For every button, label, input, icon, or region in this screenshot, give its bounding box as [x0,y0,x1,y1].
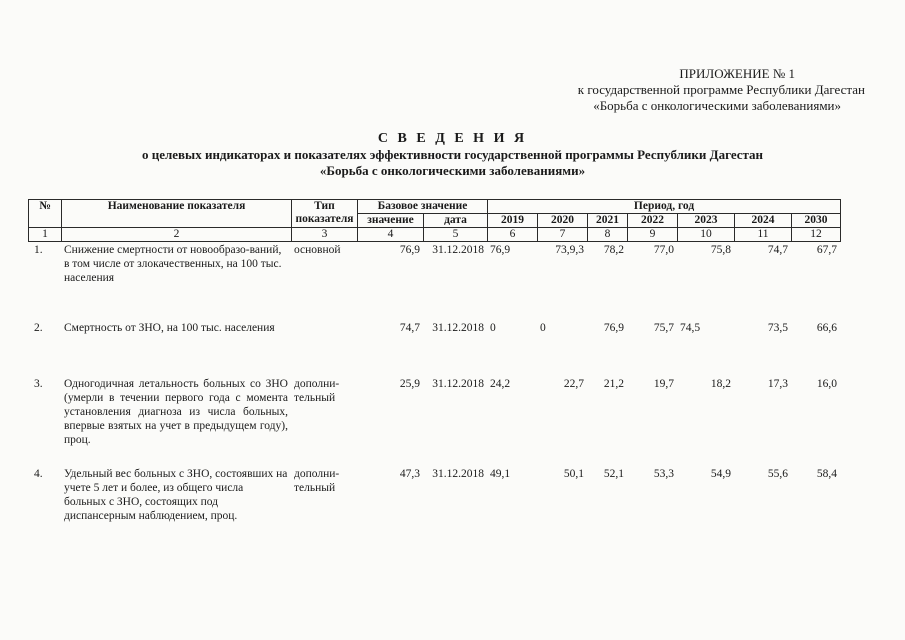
row-number: 4. [34,468,43,480]
col-number: 12 [792,228,841,242]
year-value: 75,7 [653,322,674,334]
header-value: значение [358,214,424,228]
year-value: 55,6 [767,468,788,480]
header-year: 2020 [538,214,588,228]
year-value: 16,0 [816,378,837,390]
year-value: 67,7 [816,244,837,256]
document-program-name: «Борьба с онкологическими заболеваниями» [319,163,586,178]
table-row [28,321,840,377]
year-value: 19,7 [653,378,674,390]
document-title: С В Е Д Е Н И Я [377,131,528,146]
appendix-program: к государственной программе Республики Дагестан [577,82,865,97]
year-value: 54,9 [710,468,731,480]
appendix-block [578,66,865,114]
base-value: 25,9 [399,378,420,390]
base-value: 74,7 [399,322,420,334]
indicator-name: Снижение смертности от новообразо-ваний, в том числе от злокачественных, на 100 тыс. населения [64,244,282,284]
year-value: 0 [540,322,546,334]
appendix-number: ПРИЛОЖЕНИЕ № 1 [679,66,795,81]
col-number: 1 [29,228,62,242]
table-row [28,377,840,467]
base-date: 31.12.2018 [432,322,484,334]
indicator-type: основной [294,244,341,256]
base-value: 76,9 [399,244,420,256]
document-heading [0,131,905,179]
year-value: 49,1 [490,468,511,480]
appendix-program-name: «Борьба с онкологическими заболеваниями» [593,98,841,113]
header-name: Наименование показателя [62,200,292,228]
year-value: 74,5 [680,322,701,334]
indicator-name: Смертность от ЗНО, на 100 тыс. населения [64,322,275,334]
header-year: 2022 [628,214,678,228]
header-year: 2024 [735,214,792,228]
table-row [28,243,840,321]
row-number: 2. [34,322,43,334]
header-year: 2030 [792,214,841,228]
year-value: 22,7 [563,378,584,390]
col-number: 9 [628,228,678,242]
col-number: 11 [735,228,792,242]
table-row [28,467,840,547]
year-value: 52,1 [603,468,624,480]
year-value: 0 [490,322,496,334]
header-base: Базовое значение [358,200,488,214]
col-number: 6 [488,228,538,242]
col-number: 8 [588,228,628,242]
indicator-type [291,321,357,377]
year-value: 73,9,3 [555,244,584,256]
base-date: 31.12.2018 [432,378,484,390]
year-value: 77,0 [653,244,674,256]
year-value: 76,9 [490,244,511,256]
indicator-type: дополни-тельный [294,378,340,404]
header-period: Период, год [488,200,841,214]
year-value: 78,2 [603,244,624,256]
year-value: 66,6 [816,322,837,334]
header-type: Тип показателя [292,200,358,228]
base-date: 31.12.2018 [432,468,484,480]
row-number: 3. [34,378,43,390]
header-no: № [29,200,62,228]
col-number: 2 [62,228,292,242]
col-number: 7 [538,228,588,242]
base-date: 31.12.2018 [432,244,484,256]
header-year: 2021 [588,214,628,228]
year-value: 75,8 [710,244,731,256]
col-number: 5 [424,228,488,242]
header-year: 2023 [678,214,735,228]
document-subtitle: о целевых индикаторах и показателях эффективности государственной программы Республики Дагестан [141,147,764,162]
base-value: 47,3 [399,468,420,480]
year-value: 21,2 [603,378,624,390]
indicator-type: дополни-тельный [294,468,340,494]
year-value: 50,1 [563,468,584,480]
row-number: 1. [34,244,43,256]
indicators-table-body [28,243,840,547]
indicator-name: Удельный вес больных с ЗНО, состоявших на учете 5 лет и более, из общего числа больных с ЗНО, состоящих под диспансерным наблюдением, проц. [64,468,288,522]
header-date: дата [424,214,488,228]
year-value: 17,3 [767,378,788,390]
col-number: 4 [358,228,424,242]
year-value: 73,5 [767,322,788,334]
indicator-name: Одногодичная летальность больных со ЗНО (умерли в течении первого года с момента установления диагноза из числа больных, впервые взятых на учет в предыдущем году), проц. [64,378,288,446]
year-value: 24,2 [490,378,511,390]
col-number: 10 [678,228,735,242]
header-year: 2019 [488,214,538,228]
year-value: 76,9 [603,322,624,334]
year-value: 53,3 [653,468,674,480]
year-value: 74,7 [767,244,788,256]
year-value: 18,2 [710,378,731,390]
indicators-table-header [28,199,841,242]
col-number: 3 [292,228,358,242]
year-value: 58,4 [816,468,837,480]
